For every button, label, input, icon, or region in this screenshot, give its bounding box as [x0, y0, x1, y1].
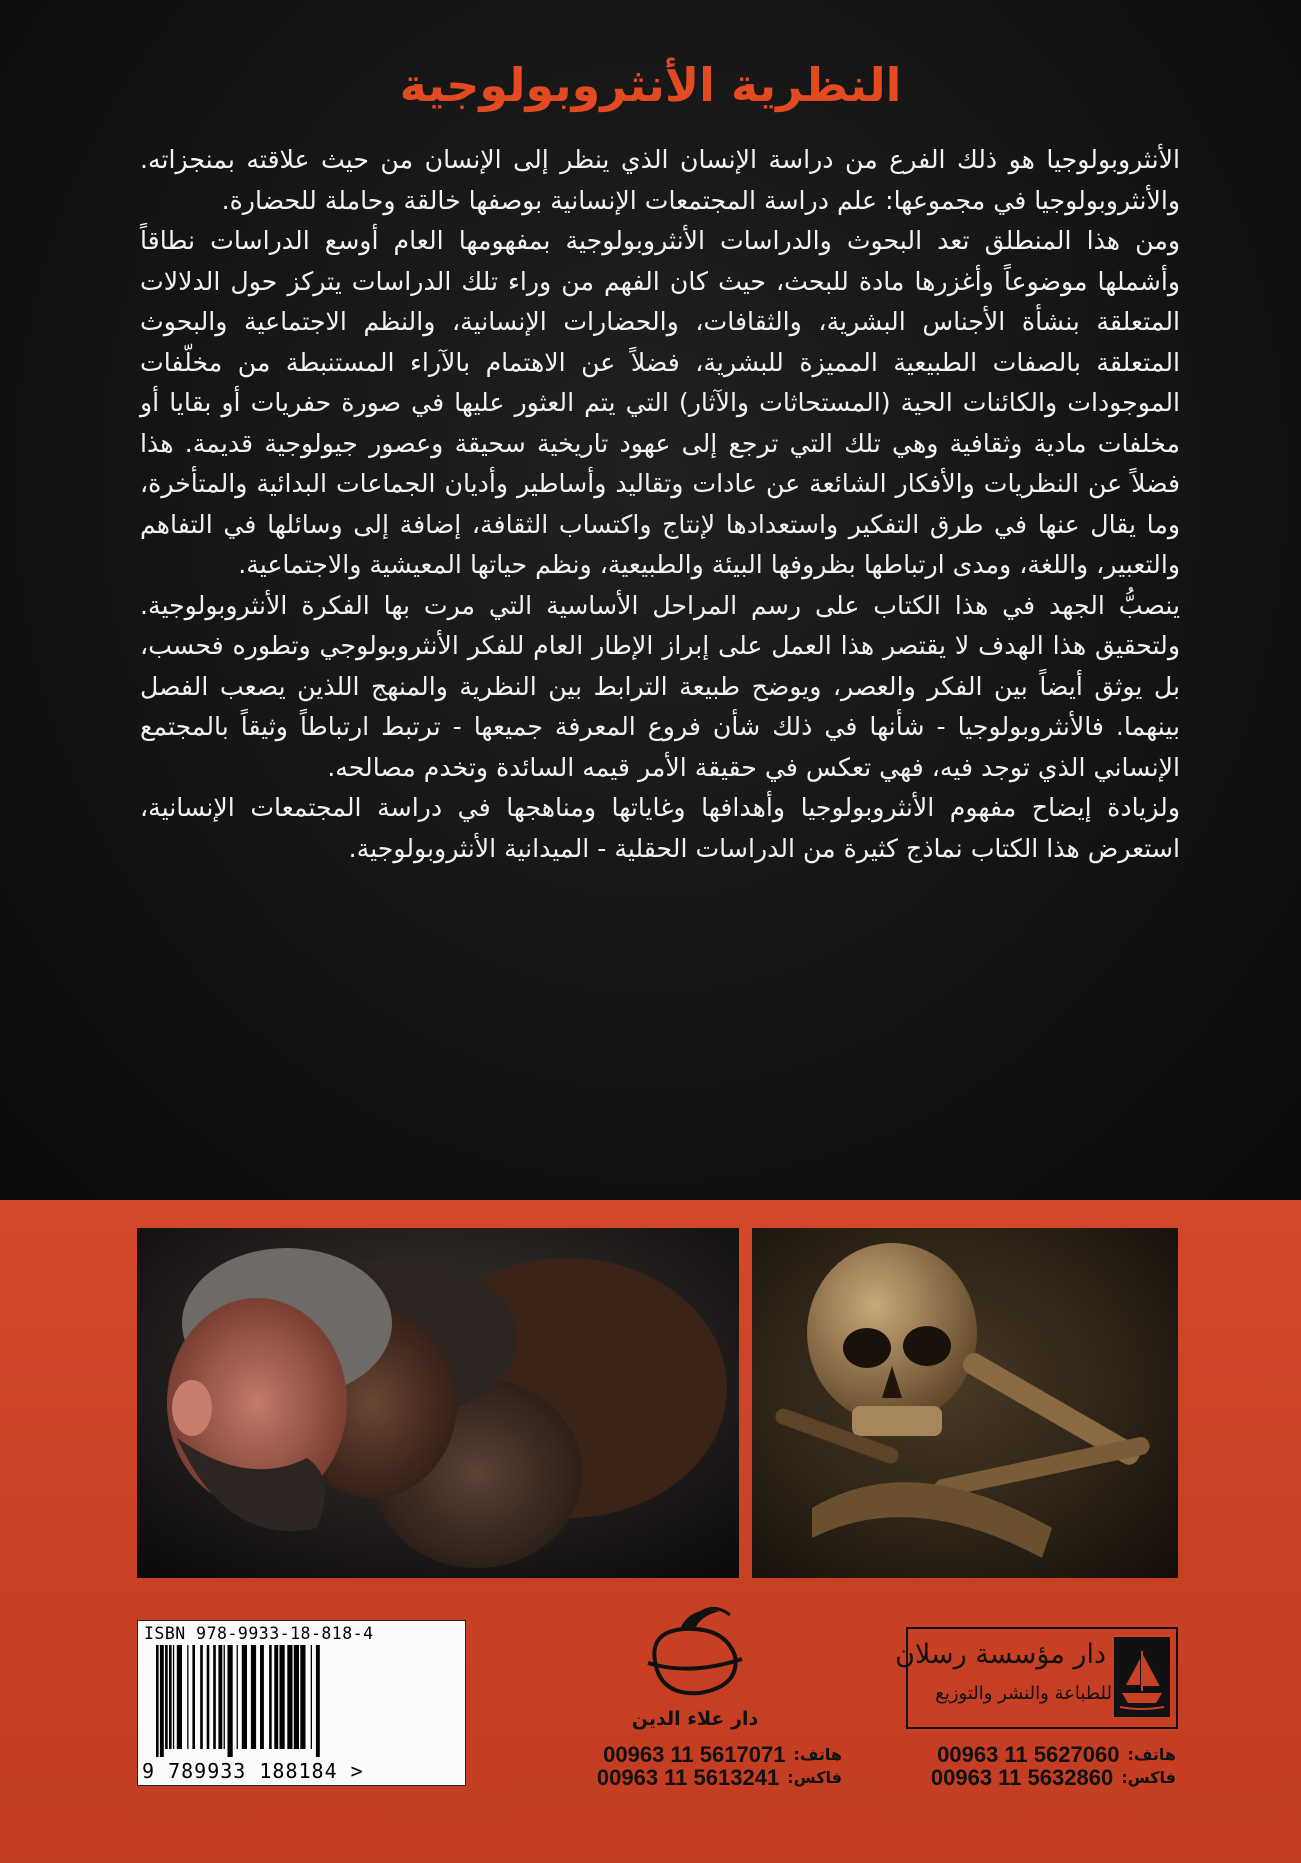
- skull-bones-photo: [752, 1228, 1178, 1578]
- isbn-barcode: [137, 1620, 466, 1786]
- publisher-raslan-contact: [906, 1743, 1176, 1789]
- barcode-bar: [287, 1645, 292, 1749]
- isbn-label: ISBN 978-9933-18-818-4: [144, 1624, 374, 1643]
- barcode-bar: [228, 1645, 233, 1757]
- barcode-bars: [146, 1645, 457, 1757]
- barcode-bar: [274, 1645, 278, 1749]
- alaa-phone: 00963 11 5617071: [603, 1742, 786, 1767]
- raslan-fax: 00963 11 5632860: [930, 1765, 1114, 1790]
- alaa-fax-label: فاكس:: [787, 1768, 842, 1787]
- barcode-bar: [311, 1645, 312, 1749]
- alaa-fax: 00963 11 5613241: [596, 1765, 780, 1790]
- barcode-bar: [242, 1645, 247, 1749]
- barcode-bar: [177, 1645, 182, 1749]
- barcode-bar: [173, 1645, 174, 1749]
- magic-lamp-logo: [630, 1601, 760, 1711]
- blurb-paragraph-1: الأنثروبولوجيا هو ذلك الفرع من دراسة الإنسان الذي ينظر إلى الإنسان من حيث علاقته بمنجزاته. والأنثروبولوجيا في مجموعها: علم دراسة المجتمعات الإنسانية بوصفها خالقة وحاملة للحضارة.: [140, 145, 1180, 215]
- ship-icon: [1114, 1637, 1170, 1717]
- barcode-bar: [237, 1645, 238, 1749]
- barcode-bar: [294, 1645, 299, 1749]
- barcode-bar: [260, 1645, 264, 1749]
- barcode-bar: [200, 1645, 203, 1749]
- barcode-bar: [218, 1645, 222, 1749]
- barcode-bar: [169, 1645, 172, 1749]
- hominid-faces-photo: [137, 1228, 739, 1578]
- barcode-bar: [207, 1645, 210, 1749]
- publisher-raslan-name: دار مؤسسة رسلان: [895, 1639, 1106, 1670]
- barcode-bar: [269, 1645, 272, 1749]
- barcode-bar: [280, 1645, 285, 1749]
- publisher-alaa-name: دار علاء الدين: [631, 1708, 759, 1730]
- barcode-bar: [316, 1645, 320, 1757]
- barcode-bar: [192, 1645, 195, 1749]
- barcode-bar: [300, 1645, 305, 1749]
- barcode-bar: [251, 1645, 256, 1749]
- barcode-digits: 9 789933 188184 >: [142, 1759, 364, 1783]
- cover-title: النظرية الأنثروبولوجية: [399, 58, 902, 112]
- barcode-bar: [187, 1645, 188, 1749]
- publisher-raslan-tagline: للطباعة والنشر والتوزيع: [935, 1683, 1112, 1704]
- barcode-bar: [224, 1645, 225, 1749]
- publisher-alaa-contact: [572, 1743, 842, 1789]
- raslan-fax-label: فاكس:: [1121, 1768, 1176, 1787]
- barcode-bar: [160, 1645, 164, 1757]
- barcode-bar: [165, 1645, 168, 1749]
- blurb-paragraph-2: ومن هذا المنطلق تعد البحوث والدراسات الأنثروبولوجية بمفهومها العام أوسع الدراسات نطاقاً وأشملها موضوعاً وأغزرها مادة للبحث، حيث كان الفهم من وراء تلك الدراسات يتركز حول الدلالات المتعلقة بنشأة الأجناس البشرية، والثقافات، والحضارات الإنسانية، والنظم الاجتماعية والبحوث المتعلقة بالصفات الطبيعية المميزة للبشرية، فضلاً عن الاهتمام بالآراء المستنبطة من مخلّفات الموجودات والكائنات الحية (المستحاثات والآثار) التي يتم العثور عليها في صورة حفريات أو بقايا أو مخلفات مادية وثقافية وهي تلك التي ترجع إلى عهود تاريخية سحيقة وعصور جيولوجية قديمة. هذا فضلاً عن النظريات والأفكار الشائعة عن عادات وتقاليد وأساطير وأديان الجماعات البدائية والمتأخرة، وما يقال عنها في طرق التفكير واستعدادها لإنتاج واكتساب الثقافة، إضافة إلى وسائلها في التفاهم والتعبير، واللغة، ومدى ارتباطها بظروفها البيئة والطبيعية، ونظم حياتها المعيشية والاجتماعية.: [140, 226, 1180, 579]
- publisher-raslan-box: [895, 1627, 1178, 1729]
- blurb-text: [140, 140, 1180, 869]
- blurb-paragraph-4: ولزيادة إيضاح مفهوم الأنثروبولوجيا وأهدافها وغاياتها ومناهجها في دراسة المجتمعات الإنسانية، استعرض هذا الكتاب نماذج كثيرة من الدراسات الحقلية - الميدانية الأنثروبولوجية.: [140, 793, 1180, 863]
- barcode-bar: [156, 1645, 159, 1757]
- blurb-paragraph-3: ينصبُّ الجهد في هذا الكتاب على رسم المراحل الأساسية التي مرت بها الفكرة الأنثروبولوجية. ولتحقيق هذا الهدف لا يقتصر هذا العمل على إبراز الإطار العام للفكر الأنثروبولوجي وتطوره فحسب، بل يوثق أيضاً بين الفكر والعصر، ويوضح طبيعة الترابط بين النظرية والمنهج اللذين يصعب الفصل بينهما. فالأنثروبولوجيا - شأنها في ذلك شأن فروع المعرفة جميعها - ترتبط ارتباطاً وثيقاً بالمجتمع الإنساني الذي توجد فيه، فهي تعكس في حقيقة الأمر قيمه السائدة وتخدم مصالحه.: [140, 590, 1180, 782]
- raslan-phone: 00963 11 5627060: [937, 1742, 1120, 1767]
- barcode-bar: [213, 1645, 216, 1749]
- raslan-phone-label: هاتف:: [1127, 1745, 1176, 1764]
- alaa-phone-label: هاتف:: [793, 1745, 842, 1764]
